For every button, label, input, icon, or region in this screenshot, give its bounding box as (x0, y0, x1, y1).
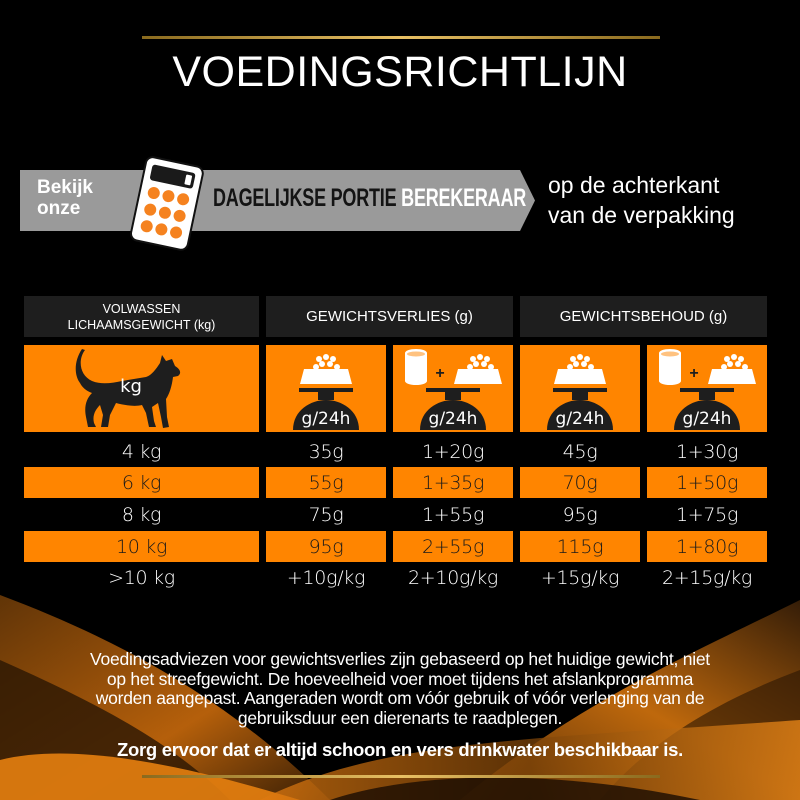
svg-text:g/24h: g/24h (428, 409, 478, 429)
banner-label: DAGELIJKSE PORTIE BEREKERAAR (213, 184, 527, 212)
icon-cell-loss-mix (393, 345, 513, 432)
svg-text:+: + (689, 365, 699, 382)
cell-loss-mix: 2+55g (393, 531, 513, 562)
table-row (24, 531, 767, 562)
icon-cell-weight (24, 345, 259, 432)
top-gold-divider (142, 36, 660, 39)
cell-weight: >10 kg (108, 566, 175, 589)
cell-weight: 10 kg (24, 531, 259, 562)
cell-maint-mix: 1+30g (675, 440, 739, 463)
cell-loss-dry: 95g (266, 531, 386, 562)
bottom-gold-divider (142, 775, 660, 778)
cell-loss-mix: 1+20g (421, 440, 485, 463)
cell-maint-mix: 1+50g (647, 467, 767, 498)
icon-cell-maint-mix (647, 345, 767, 432)
portion-calculator-banner (20, 170, 535, 231)
svg-text:g/24h: g/24h (682, 409, 732, 429)
header-body-weight: VOLWASSEN LICHAAMSGEWICHT (kg) (24, 296, 259, 337)
icon-cell-loss-dry (266, 345, 386, 432)
page-title: VOEDINGSRICHTLIJN (172, 48, 628, 96)
calculator-icon (128, 156, 206, 251)
cell-loss-dry: 55g (266, 467, 386, 498)
cell-loss-mix: 1+55g (421, 503, 485, 526)
table-row (24, 436, 767, 467)
cell-maint-dry: 45g (562, 440, 598, 463)
cell-loss-dry: 35g (308, 440, 344, 463)
can-plus-dry-food-scale-icon (647, 345, 767, 432)
table-row (24, 499, 767, 530)
header-weight-loss: GEWICHTSVERLIES (g) (266, 296, 513, 337)
cell-maint-mix: 1+80g (647, 531, 767, 562)
can-plus-dry-food-scale-icon (393, 345, 513, 432)
cell-loss-dry: +10g/kg (286, 566, 366, 589)
cell-maint-dry: 70g (520, 467, 640, 498)
dry-food-scale-icon (520, 345, 640, 432)
cell-weight: 6 kg (24, 467, 259, 498)
svg-text:+: + (435, 365, 445, 382)
cell-weight: 4 kg (121, 440, 162, 463)
banner-intro: Bekijk onze (37, 177, 93, 219)
feeding-advice-note: Voedingsadviezen voor gewichtsverlies zijn gebaseerd op het huidige gewicht, niet op het streefgewicht. De hoeveelheid voer moet tijdens het afslankprogramma worden aangepast. Aangeraden wordt om vóór gebruik of vóór verlenging van de gebruiksduur een dierenarts te raadplegen. (90, 649, 710, 728)
header-weight-maintenance: GEWICHTSBEHOUD (g) (520, 296, 767, 337)
table-row (24, 467, 767, 498)
svg-text:g/24h: g/24h (301, 409, 351, 429)
dry-food-scale-icon (266, 345, 386, 432)
banner-side-text: op de achterkant van de verpakking (548, 172, 735, 228)
svg-text:g/24h: g/24h (555, 409, 605, 429)
cell-loss-mix: 2+10g/kg (408, 566, 498, 589)
table-row (24, 562, 767, 593)
cell-maint-dry: +15g/kg (540, 566, 620, 589)
cell-maint-dry: 95g (562, 503, 598, 526)
cell-maint-dry: 115g (520, 531, 640, 562)
cell-maint-mix: 2+15g/kg (662, 566, 752, 589)
icon-cell-maint-dry (520, 345, 640, 432)
cell-loss-dry: 75g (308, 503, 344, 526)
cell-loss-mix: 1+35g (393, 467, 513, 498)
cell-weight: 8 kg (121, 503, 162, 526)
water-advice-note: Zorg ervoor dat er altijd schoon en vers drinkwater beschikbaar is. (117, 739, 683, 760)
cat-silhouette-icon (24, 345, 259, 432)
cell-maint-mix: 1+75g (675, 503, 739, 526)
svg-text:kg: kg (120, 376, 142, 397)
